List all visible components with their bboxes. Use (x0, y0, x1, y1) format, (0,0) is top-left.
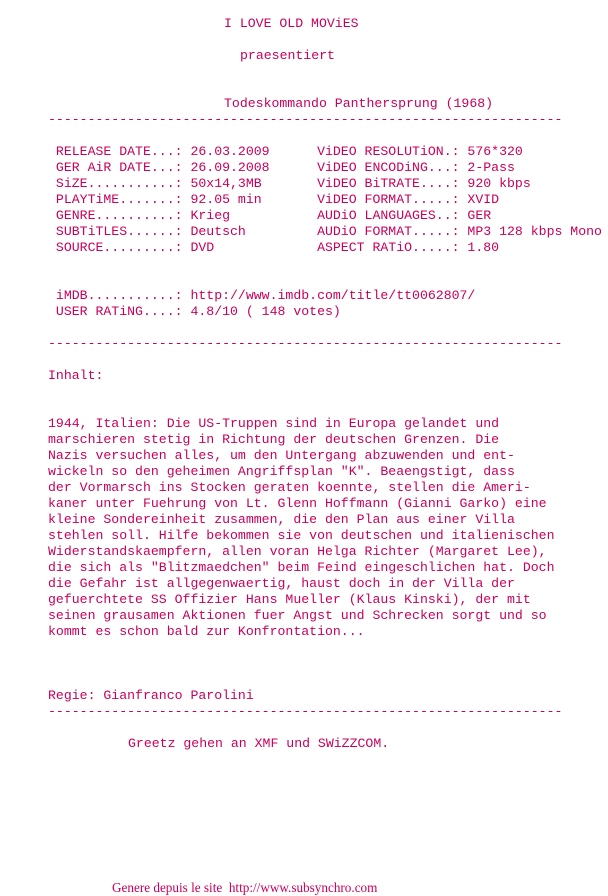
imdb-row: iMDB...........: http://www.imdb.com/title/tt0062807/ (48, 288, 476, 303)
plot-line: kleine Sondereinheit zusammen, die den Plan aus einer Villa (48, 512, 515, 527)
plot-line: marschieren stetig in Richtung der deutschen Grenzen. Die (48, 432, 500, 447)
plot-line: kaner unter Fuehrung von Lt. Glenn Hoffmann (Gianni Garko) eine (48, 496, 547, 511)
plot-line: kommt es schon bald zur Konfrontation... (48, 624, 365, 639)
plot-line: die sich als "Blitzmaedchen" beim Feind eingeschlichen hat. Doch (48, 560, 555, 575)
plot-line: 1944, Italien: Die US-Truppen sind in Europa gelandet und (48, 416, 500, 431)
plot-line: die Gefahr ist allgegenwaertig, haust doch in der Villa der (48, 576, 515, 591)
presents-text: praesentiert (240, 48, 335, 63)
plot-line: der Vormarsch ins Stocken geraten koennte, stellen die Ameri- (48, 480, 531, 495)
info-row: SOURCE.........: DVD ASPECT RATiO.....: 1.80 (48, 240, 500, 255)
info-row: GENRE..........: Krieg AUDiO LANGUAGES..: GER (48, 208, 492, 223)
director-line: Regie: Gianfranco Parolini (48, 688, 254, 703)
content-heading: Inhalt: (48, 368, 104, 383)
greetz-line: Greetz gehen an XMF und SWiZZCOM. (128, 736, 390, 751)
rating-row: USER RATiNG....: 4.8/10 ( 148 votes) (48, 304, 341, 319)
separator-line: ----------------------------------------------------------------- (48, 336, 563, 351)
info-row: SiZE...........: 50x14,3MB ViDEO BiTRATE....: 920 kbps (48, 176, 531, 191)
info-row: RELEASE DATE...: 26.03.2009 ViDEO RESOLUTiON.: 576*320 (48, 144, 523, 159)
separator-line: ----------------------------------------------------------------- (48, 704, 563, 719)
info-row: SUBTiTLES......: Deutsch AUDiO FORMAT.....: MP3 128 kbps Mono (48, 224, 602, 239)
group-name: I LOVE OLD MOViES (224, 16, 359, 31)
plot-line: seinen grausamen Aktionen fuer Angst und Schrecken sorgt und so (48, 608, 547, 623)
info-row: GER AiR DATE...: 26.09.2008 ViDEO ENCODiNG...: 2-Pass (48, 160, 515, 175)
separator-line: ----------------------------------------------------------------- (48, 112, 563, 127)
plot-line: wickeln so den geheimen Angriffsplan "K". Beaengstigt, dass (48, 464, 515, 479)
movie-title: Todeskommando Panthersprung (1968) (224, 96, 494, 111)
plot-line: Widerstandskaempfern, allen voran Helga Richter (Margaret Lee), (48, 544, 547, 559)
plot-line: gefuerchtete SS Offizier Hans Mueller (Klaus Kinski), der mit (48, 592, 531, 607)
plot-line: Nazis versuchen alles, um den Untergang abzuwenden und ent- (48, 448, 515, 463)
info-row: PLAYTiME.......: 92.05 min ViDEO FORMAT.....: XVID (48, 192, 500, 207)
footer-credit: Genere depuis le site http://www.subsynchro.com (112, 880, 378, 895)
plot-line: stehlen soll. Hilfe bekommen sie von deutschen und italienischen (48, 528, 555, 543)
